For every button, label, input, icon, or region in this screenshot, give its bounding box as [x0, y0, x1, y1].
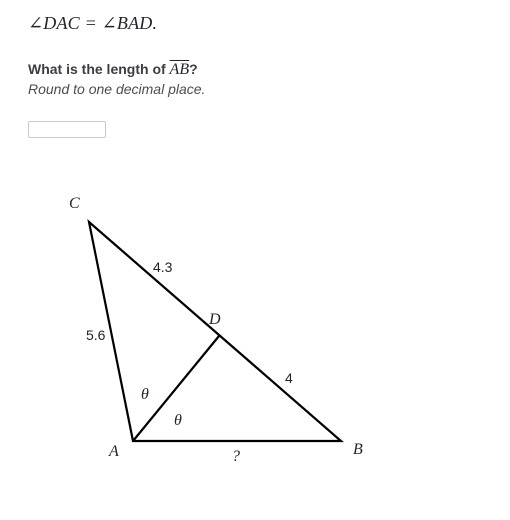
- triangle-abc: [89, 222, 341, 441]
- side-label-db: 4: [285, 370, 293, 386]
- side-label-cd: 4.3: [153, 259, 173, 275]
- question-suffix: ?: [189, 61, 198, 77]
- vertex-label-c: C: [69, 195, 80, 212]
- side-label-ca: 5.6: [86, 327, 106, 343]
- side-label-ab: ?: [232, 448, 240, 465]
- angle-label-bad: θ: [174, 412, 182, 429]
- vertex-label-a: A: [109, 443, 119, 460]
- angle-condition: ∠DAC = ∠BAD.: [28, 13, 158, 33]
- question-prefix: What is the length of: [28, 61, 170, 77]
- segment-ab: $\overline{AB}$: [169, 61, 190, 78]
- rounding-hint: Round to one decimal place.: [28, 81, 206, 97]
- angle-label-dac: θ: [141, 386, 149, 403]
- vertex-label-b: B: [353, 441, 363, 458]
- vertex-label-d: D: [209, 311, 221, 328]
